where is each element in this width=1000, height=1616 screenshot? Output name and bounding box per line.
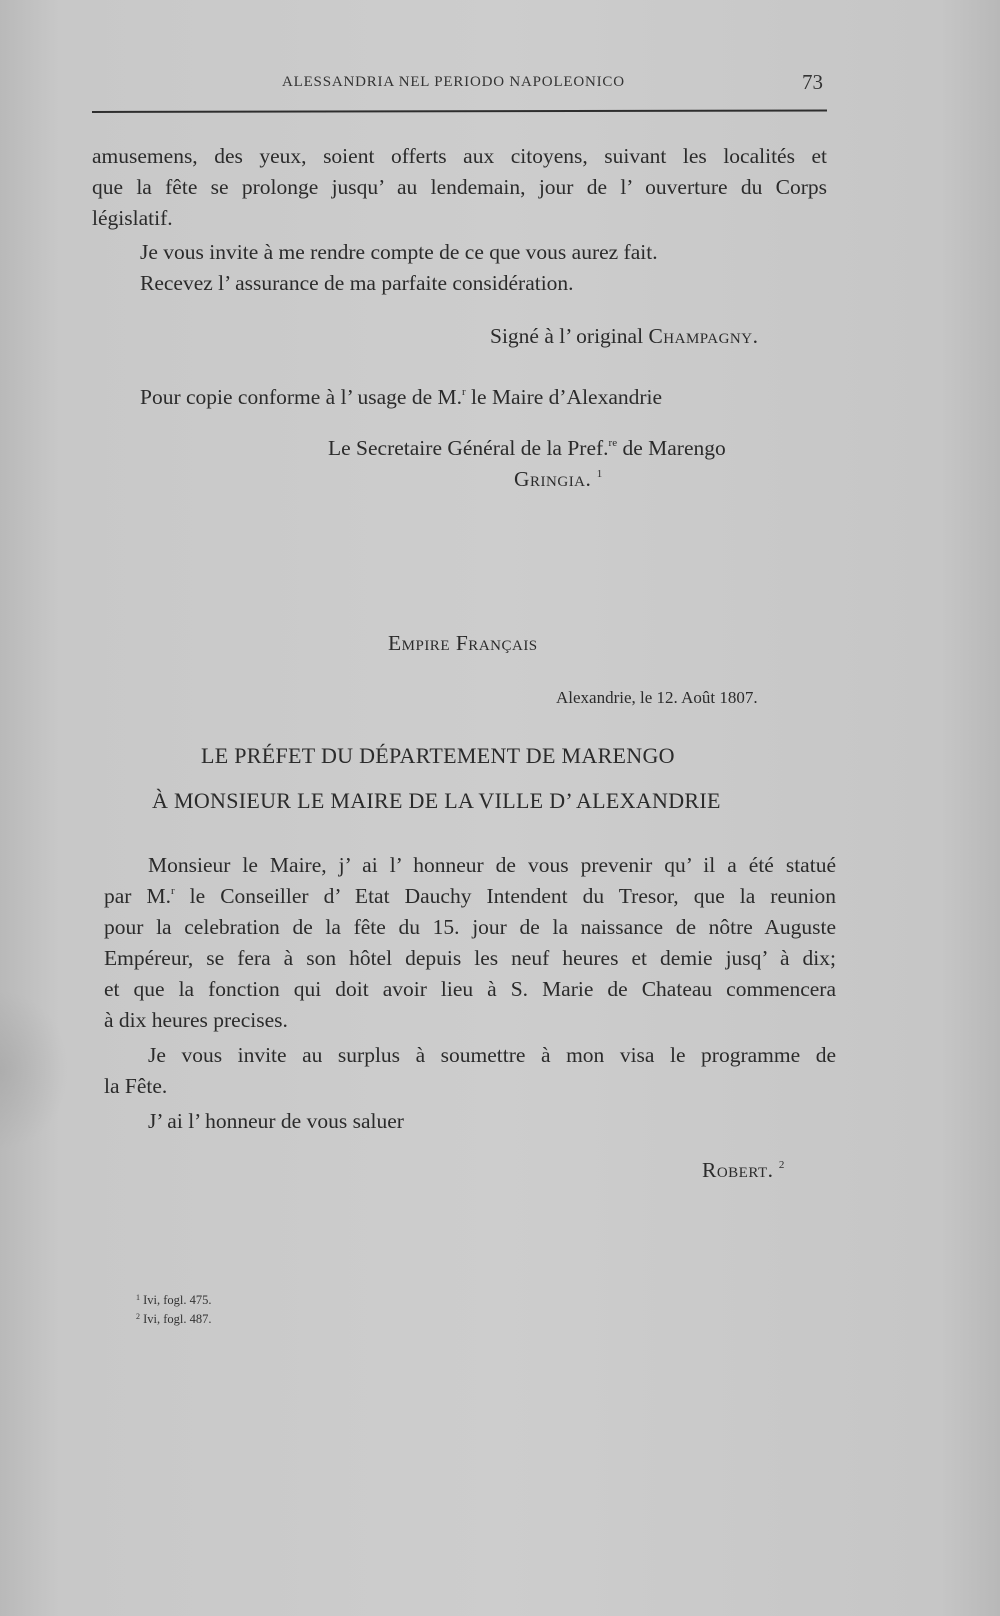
footnote-ref: 1	[596, 468, 603, 480]
footnote-ref: 2	[778, 1159, 785, 1171]
letter2-para2	[104, 1040, 836, 1102]
letter2-para1	[104, 850, 836, 1036]
salutation-text: J’ ai l’ honneur de vous saluer	[148, 1109, 404, 1133]
secretary-text: de Marengo	[617, 436, 726, 460]
letter1-body	[92, 141, 827, 234]
running-title: ALESSANDRIA NEL PERIODO NAPOLEONICO	[282, 74, 625, 90]
place-date	[556, 682, 758, 713]
signature-prefix: Signé à l’ original	[490, 324, 649, 348]
signature-name: Champagny.	[648, 324, 759, 348]
letter1-closing	[140, 237, 658, 299]
letter-heading-2	[152, 785, 721, 816]
secretary-text: Le Secretaire Général de la Pref.	[328, 436, 609, 460]
footnote-number: 2	[136, 1312, 140, 1321]
place-date-text: Alexandrie, le 12. Août 1807.	[556, 688, 758, 707]
text-line: amusemens, des yeux, soient offerts aux citoyens, suivant les localités et	[92, 144, 827, 168]
heading-text: À MONSIEUR LE MAIRE DE LA VILLE D’ ALEXANDRIE	[152, 788, 721, 813]
text-line: et que la fonction qui doit avoir lieu à S. Marie de Chateau commencera	[104, 977, 836, 1001]
letter-heading-1	[201, 740, 675, 771]
secretary-signature	[514, 464, 602, 495]
superscript: r	[170, 885, 175, 897]
footnote-number: 1	[136, 1293, 140, 1302]
copy-note	[140, 382, 662, 413]
text-line: Empéreur, se fera à son hôtel depuis les neuf heures et demie jusq’ à dix;	[104, 946, 836, 970]
letter1-signature	[490, 321, 758, 352]
heading-text: LE PRÉFET DU DÉPARTEMENT DE MARENGO	[201, 743, 675, 768]
signature-name: Robert.	[702, 1158, 774, 1182]
text-line: Monsieur le Maire, j’ ai l’ honneur de vous prevenir qu’ il a été statué	[148, 853, 836, 877]
text-line: pour la celebration de la fête du 15. jour de la naissance de nôtre Auguste	[104, 915, 836, 939]
text-line: Je vous invite à me rendre compte de ce que vous aurez fait.	[140, 240, 658, 264]
salutation	[148, 1106, 404, 1137]
text-line: législatif.	[92, 206, 173, 230]
footnote-text: Ivi, fogl. 487.	[143, 1312, 212, 1326]
empire-title: Empire Français	[388, 631, 538, 655]
copy-note-text: Pour copie conforme à l’ usage de M.	[140, 385, 462, 409]
footnote-1	[136, 1293, 212, 1308]
superscript: re	[608, 437, 618, 449]
text-line: Recevez l’ assurance de ma parfaite considération.	[140, 271, 574, 295]
copy-note-text: le Maire d’Alexandrie	[465, 385, 663, 409]
secretary-name: Gringia.	[514, 467, 592, 491]
text-line: la Fête.	[104, 1074, 168, 1098]
header-rule	[92, 109, 827, 113]
footnote-text: Ivi, fogl. 475.	[143, 1293, 212, 1307]
superscript: r	[462, 386, 466, 398]
secretary-line	[328, 433, 726, 464]
text-part: le Conseiller d’ Etat Dauchy Intendent du Tresor, que la reunion	[174, 884, 836, 908]
page-number: 73	[802, 70, 823, 94]
footnote-2	[136, 1312, 212, 1327]
text-line: Je vous invite au surplus à soumettre à mon visa le programme de	[148, 1043, 836, 1067]
empire-heading	[388, 628, 538, 659]
text-line: à dix heures precises.	[104, 1008, 288, 1032]
page-stain	[0, 990, 70, 1150]
letter2-signature	[702, 1155, 784, 1186]
text-line: que la fête se prolonge jusqu’ au lendemain, jour de l’ ouverture du Corps	[92, 175, 827, 199]
text-part: par M.	[104, 884, 171, 908]
